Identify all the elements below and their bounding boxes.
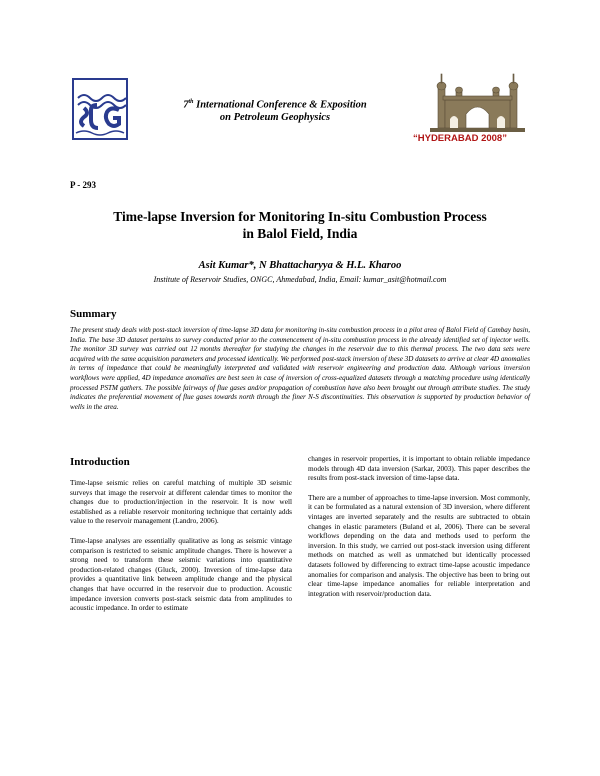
spg-logo-icon — [72, 78, 128, 140]
summary-heading: Summary — [70, 308, 117, 320]
paper-title — [70, 208, 530, 242]
intro-paragraph-3: changes in reservoir properties, it is important to obtain reliable impedance models through 4D data inversion (Sarkar, 2003). This paper describes the results from post-stack inversion of time-lapse data. — [308, 454, 530, 483]
title-line-2: in Balol Field, India — [242, 226, 358, 241]
introduction-heading: Introduction — [70, 456, 130, 468]
intro-paragraph-2: Time-lapse analyses are essentially qualitative as long as seismic vintage comparison is restricted to seismic amplitude changes. There is however a strong need to transform these seismic variations into quantitative production-related changes (Gluck, 2000). Inversion of time-lapse data provides a quantitative link between amplitude change and the physical changes that have occurred in the reservoir due to production. Acoustic impedance inversion converts post-stack seismic data from amplitudes to acoustic impedance. In order to estimate — [70, 535, 292, 613]
intro-paragraph-1: Time-lapse seismic relies on careful matching of multiple 3D seismic surveys that image the reservoir at different calendar times to monitor the changes due to production/injection in the reservoir. It is now well established as a reliable reservoir monitoring technique that certainly adds value to the reservoir management (Landro, 2006). — [70, 478, 292, 526]
authors: Asit Kumar*, N Bhattacharyya & H.L. Kharoo — [198, 260, 402, 271]
paper-number: P - 293 — [70, 180, 96, 190]
summary-text: The present study deals with post-stack inversion of time-lapse 3D data for monitoring in-situ combustion process in a pilot area of Balol Field of Cambay basin, India. The base 3D dataset pertains to survey conducted prior to the commencement of in-situ combustion process in the already identified set of injector wells. The monitor 3D survey was carried out 12 months thereafter for studying the changes in the reservoir due to this thermal process. The two data sets were acquired with the same acquisition parameters and processed identically. We performed post-stack inversion of these 3D datasets to arrive at clear 4D anomalies in terms of impedance that could be meaningfully interpreted and validated with reservoir engineering and production data. Although various inversion workflows were applied, 4D impedance anomalies are best seen in case of inversion of cross-equalized datasets through a matching procedure using identically processed PSTM gathers. The possible fairways of flue gases and/or propagation of combustion have also been brought out through attribute studies. The study indicates the preferential movement of flue gases towards north through the finer N-S discontinuities. This observation is supported by production behavior of wells in the area. — [70, 326, 530, 411]
conference-line-1: International Conference & Exposition — [193, 99, 367, 111]
title-line-1: Time-lapse Inversion for Monitoring In-situ Combustion Process — [113, 209, 487, 224]
conference-line-2: on Petroleum Geophysics — [219, 111, 331, 123]
city-label: “HYDERABAD 2008” — [413, 133, 507, 144]
right-column — [308, 454, 530, 608]
conference-ordinal: th — [188, 99, 194, 105]
left-column — [70, 478, 292, 623]
affiliation: Institute of Reservoir Studies, ONGC, Ahmedabad, India, Email: kumar_asit@hotmail.com — [153, 275, 447, 284]
conference-name — [150, 96, 400, 124]
intro-paragraph-4: There are a number of approaches to time-lapse inversion. Most commonly, it can be formulated as a natural extension of 3D inversion, where different vintages are inverted separately and the results are subtracted to obtain changes in elastic parameters (Buland et al, 2006). There can be several workflows depending on the data and methods used to perform the inversion. In this study, we carried out post-stack inversion using different methods on matched as well as unmatched but identically processed datasets followed by differencing to extract time-lapse acoustic impedance anomalies for comparison and analysis. The objective has been to bring out clear time-lapse impedance anomalies for reliable interpretation and integration with reservoir/production data. — [308, 492, 530, 598]
charminar-icon — [430, 70, 525, 132]
conference-number: 7 — [183, 99, 189, 111]
